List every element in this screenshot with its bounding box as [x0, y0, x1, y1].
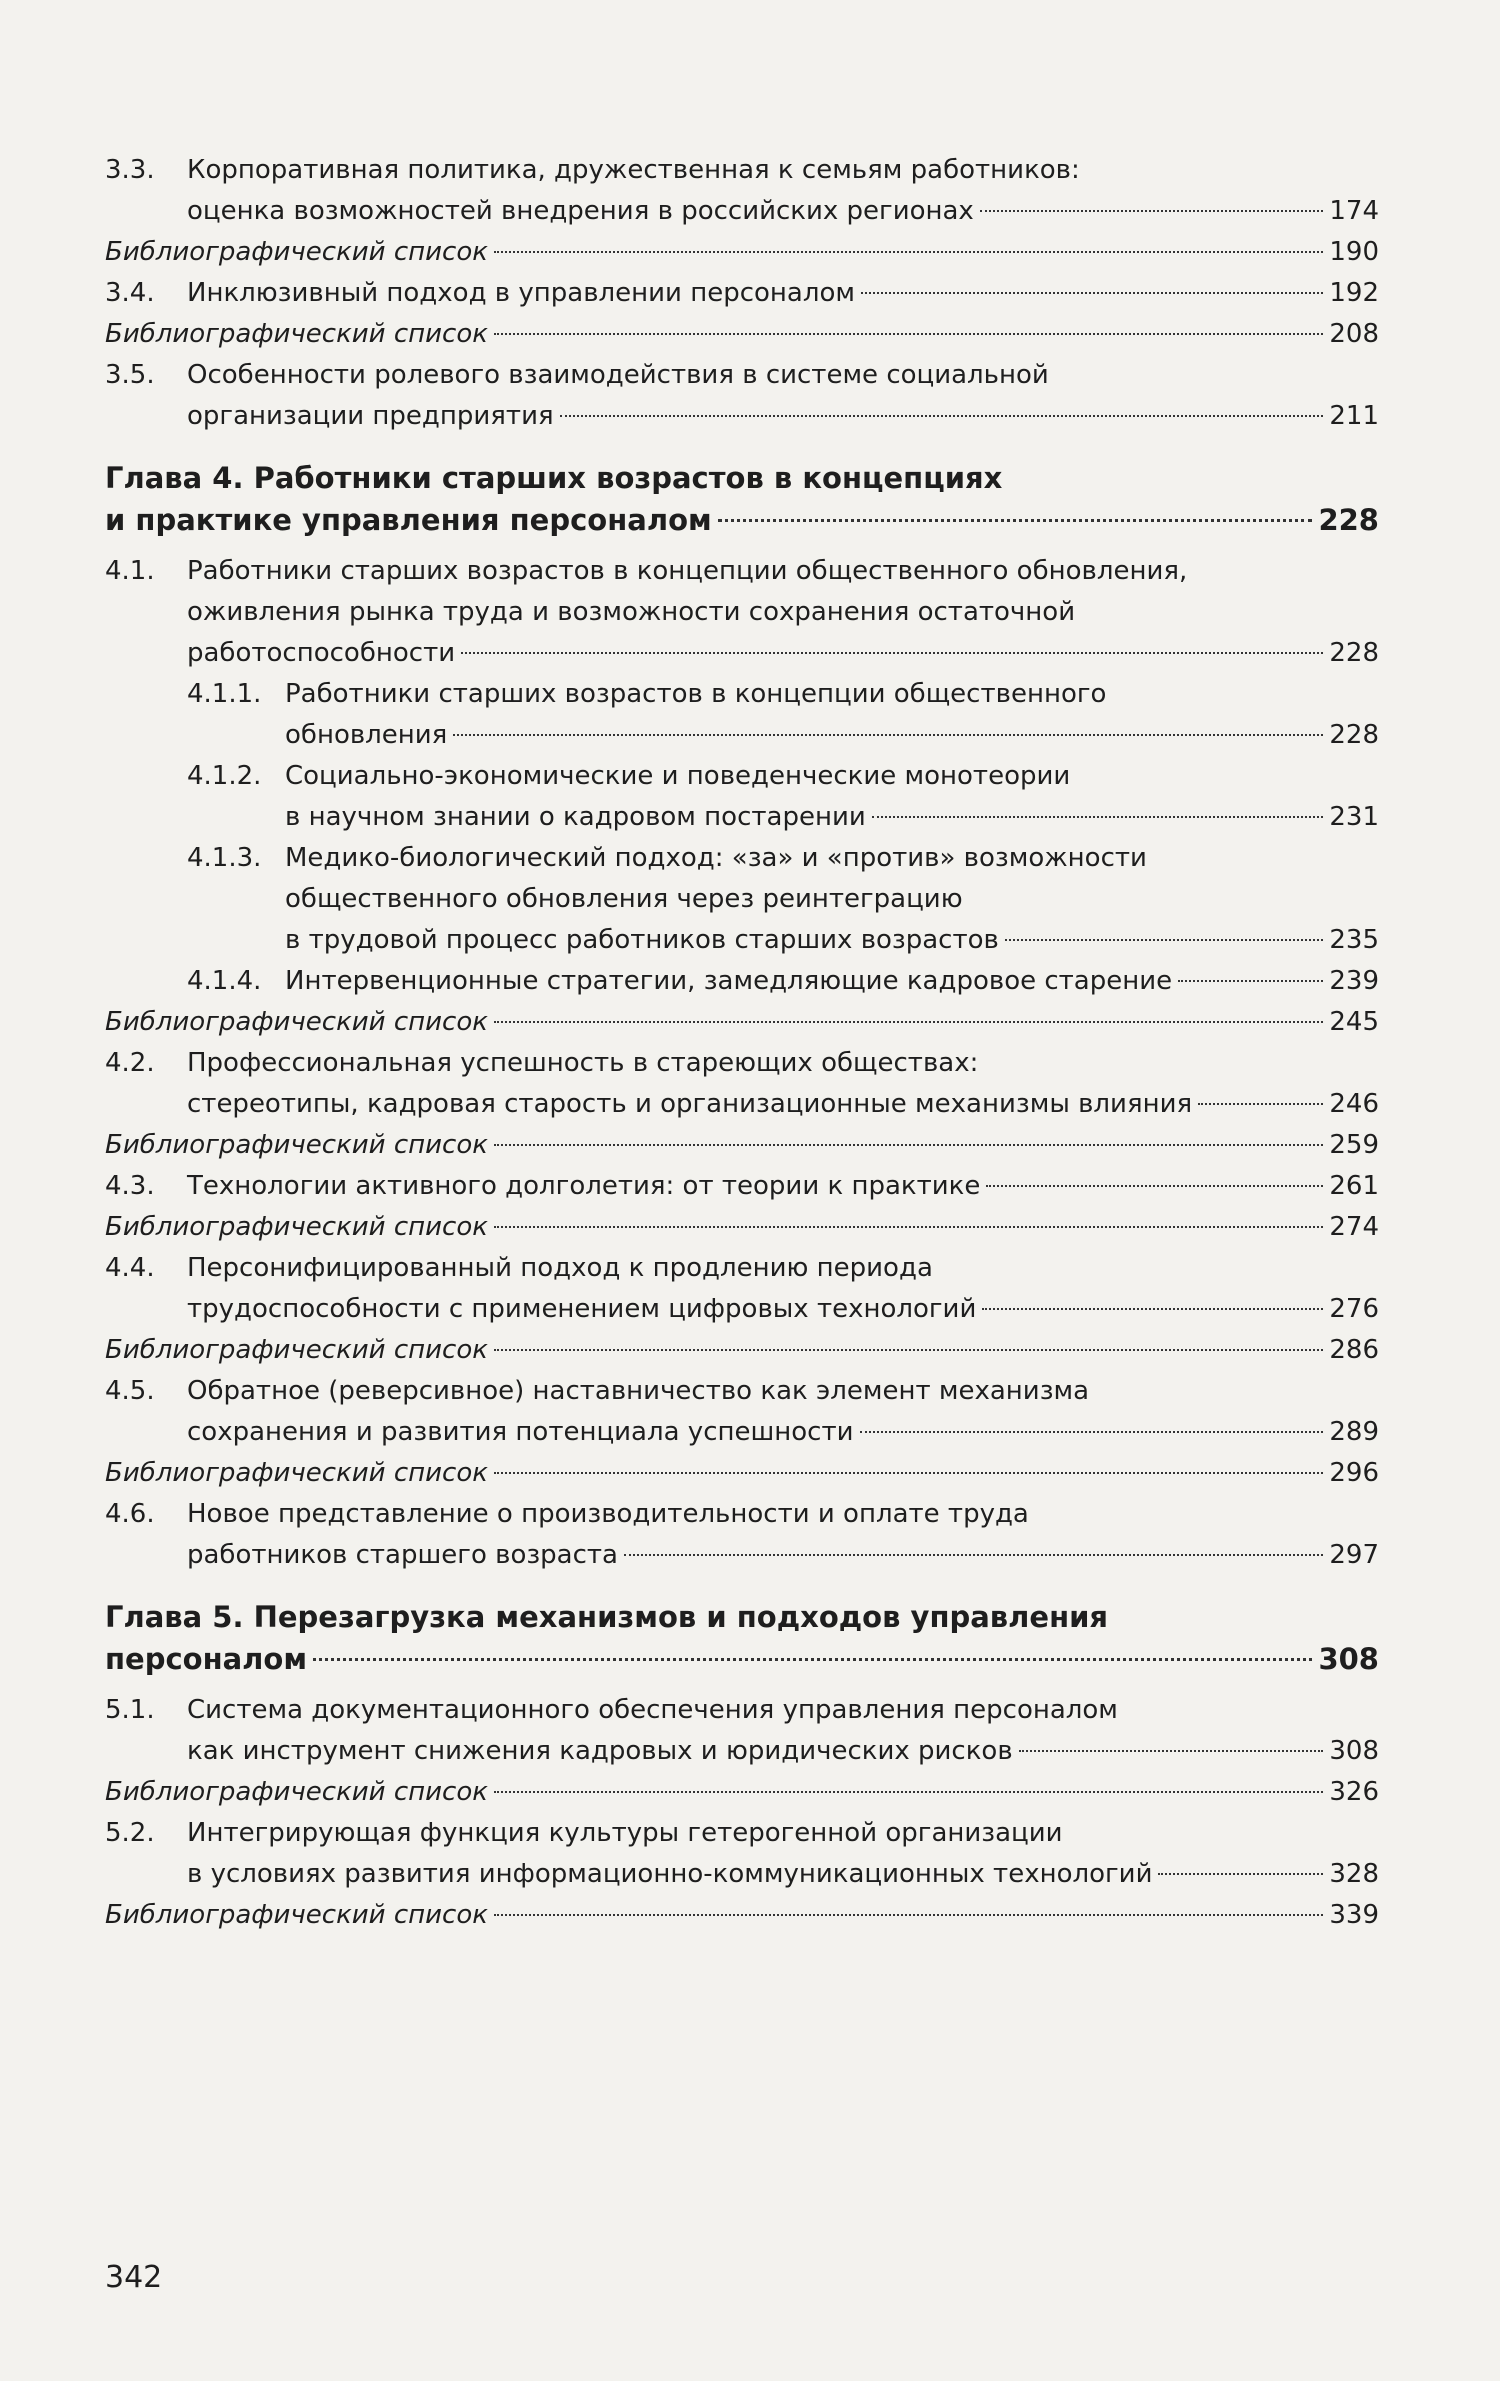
toc-page-number: 261 [1329, 1171, 1379, 1201]
toc-entry-title-line: Библиографический список [105, 1777, 488, 1807]
toc-entry [105, 355, 1379, 437]
toc-entry [105, 1371, 1379, 1453]
toc-entry-number: 4.1.3. [187, 843, 262, 873]
toc-entry-title-line: в условиях развития информационно-коммуникационных технологий [187, 1859, 1153, 1889]
dot-leader [980, 210, 1324, 212]
toc-entry-title-line: Интегрирующая функция культуры гетерогенной организации [187, 1818, 1063, 1848]
toc-bibliography [105, 314, 1379, 355]
toc-entry-title-line: Система документационного обеспечения управления персоналом [187, 1695, 1118, 1725]
toc-entry-title-line: организации предприятия [187, 401, 554, 431]
toc-page-number: 246 [1329, 1089, 1379, 1119]
toc-entry-title-line: работников старшего возраста [187, 1540, 618, 1570]
toc-bibliography [105, 1895, 1379, 1936]
toc-entry-title-line: и практике управления персоналом [105, 503, 712, 537]
toc-chapter [105, 457, 1379, 541]
toc-entry-title-line: Библиографический список [105, 1212, 488, 1242]
toc-entry-title-line: Библиографический список [105, 237, 488, 267]
dot-leader [1198, 1103, 1323, 1105]
toc-entry-title-line: обновления [285, 720, 448, 750]
toc-entry-title-line: Обратное (реверсивное) наставничество как элемент механизма [187, 1376, 1090, 1406]
toc-entry-title-line: Работники старших возрастов в концепции общественного [285, 679, 1107, 709]
toc-page-number: 328 [1329, 1859, 1379, 1889]
toc-page-number: 308 [1329, 1736, 1379, 1766]
dot-leader [986, 1185, 1323, 1187]
dot-leader [624, 1554, 1323, 1556]
toc-entry-title-line: Библиографический список [105, 1458, 488, 1488]
toc-page-number: 296 [1329, 1458, 1379, 1488]
table-of-contents [105, 150, 1379, 1936]
dot-leader [718, 519, 1313, 522]
dot-leader [461, 652, 1323, 654]
toc-entry-title-line: в трудовой процесс работников старших возрастов [285, 925, 999, 955]
toc-entry [105, 1494, 1379, 1576]
dot-leader [1019, 1750, 1324, 1752]
toc-page-number: 190 [1329, 237, 1379, 267]
toc-entry-title-line: оценка возможностей внедрения в российских регионах [187, 196, 974, 226]
toc-chapter [105, 1596, 1379, 1680]
toc-entry-number: 4.5. [105, 1376, 155, 1406]
toc-page-number: 326 [1329, 1777, 1379, 1807]
dot-leader [1005, 939, 1324, 941]
dot-leader [1158, 1873, 1323, 1875]
dot-leader [494, 1021, 1323, 1023]
toc-entry [105, 1690, 1379, 1772]
dot-leader [982, 1308, 1323, 1310]
toc-entry-title-line: трудоспособности с применением цифровых технологий [187, 1294, 977, 1324]
dot-leader [313, 1658, 1312, 1661]
toc-entry-title-line: общественного обновления через реинтеграцию [285, 884, 963, 914]
toc-entry-number: 4.2. [105, 1048, 155, 1078]
toc-entry-title-line: Интервенционные стратегии, замедляющие кадровое старение [285, 966, 1173, 996]
dot-leader [494, 1791, 1323, 1793]
toc-page-number: 276 [1329, 1294, 1379, 1324]
toc-page-number: 235 [1329, 925, 1379, 955]
toc-bibliography [105, 1125, 1379, 1166]
dot-leader [494, 333, 1323, 335]
toc-page-number: 274 [1329, 1212, 1379, 1242]
dot-leader [1178, 980, 1323, 982]
dot-leader [453, 734, 1323, 736]
toc-entry-number: 4.6. [105, 1499, 155, 1529]
toc-entry-number: 5.2. [105, 1818, 155, 1848]
toc-entry [105, 674, 1379, 756]
toc-entry-number: 5.1. [105, 1695, 155, 1725]
toc-entry-number: 3.3. [105, 155, 155, 185]
toc-entry [105, 273, 1379, 314]
dot-leader [494, 1914, 1323, 1916]
toc-page-number: 208 [1329, 319, 1379, 349]
toc-page-number: 297 [1329, 1540, 1379, 1570]
dot-leader [872, 816, 1324, 818]
toc-page-number: 289 [1329, 1417, 1379, 1447]
toc-page-number: 245 [1329, 1007, 1379, 1037]
dot-leader [494, 1472, 1323, 1474]
toc-page-number: 211 [1329, 401, 1379, 431]
toc-page-number: 228 [1329, 638, 1379, 668]
toc-bibliography [105, 1453, 1379, 1494]
toc-entry-number: 4.1.1. [187, 679, 262, 709]
toc-entry-title-line: Инклюзивный подход в управлении персоналом [187, 278, 855, 308]
toc-bibliography [105, 1772, 1379, 1813]
toc-entry-title-line: Новое представление о производительности и оплате труда [187, 1499, 1029, 1529]
toc-entry [105, 1166, 1379, 1207]
toc-entry-title-line: в научном знании о кадровом постарении [285, 802, 866, 832]
toc-entry-title-line: Глава 4. Работники старших возрастов в концепциях [105, 461, 1003, 495]
toc-entry-title-line: Медико-биологический подход: «за» и «против» возможности [285, 843, 1147, 873]
toc-entry-title-line: Персонифицированный подход к продлению периода [187, 1253, 933, 1283]
toc-page-number: 286 [1329, 1335, 1379, 1365]
toc-page-number: 174 [1329, 196, 1379, 226]
toc-entry-title-line: Социально-экономические и поведенческие монотеории [285, 761, 1071, 791]
toc-entry-number: 4.1.4. [187, 966, 262, 996]
toc-entry-title-line: как инструмент снижения кадровых и юридических рисков [187, 1736, 1013, 1766]
toc-bibliography [105, 1330, 1379, 1371]
toc-entry-title-line: стереотипы, кадровая старость и организационные механизмы влияния [187, 1089, 1193, 1119]
dot-leader [494, 1349, 1323, 1351]
toc-entry-number: 4.1.2. [187, 761, 262, 791]
toc-entry [105, 961, 1379, 1002]
toc-entry [105, 150, 1379, 232]
toc-bibliography [105, 232, 1379, 273]
toc-entry-title-line: работоспособности [187, 638, 456, 668]
toc-page-number: 231 [1329, 802, 1379, 832]
toc-entry [105, 1043, 1379, 1125]
toc-entry-title-line: персоналом [105, 1642, 308, 1676]
toc-entry-title-line: Работники старших возрастов в концепции общественного обновления, [187, 556, 1188, 586]
toc-entry-title-line: Особенности ролевого взаимодействия в системе социальной [187, 360, 1049, 390]
toc-entry-number: 3.5. [105, 360, 155, 390]
toc-entry-title-line: Библиографический список [105, 1335, 488, 1365]
toc-page-number: 228 [1318, 503, 1379, 537]
toc-page-number: 192 [1329, 278, 1379, 308]
toc-entry-number: 4.1. [105, 556, 155, 586]
toc-entry-title-line: Корпоративная политика, дружественная к семьям работников: [187, 155, 1080, 185]
toc-entry [105, 1248, 1379, 1330]
toc-bibliography [105, 1207, 1379, 1248]
dot-leader [861, 292, 1323, 294]
toc-entry-number: 3.4. [105, 278, 155, 308]
toc-entry-title-line: сохранения и развития потенциала успешности [187, 1417, 854, 1447]
toc-entry-title-line: Профессиональная успешность в стареющих обществах: [187, 1048, 979, 1078]
toc-page-number: 259 [1329, 1130, 1379, 1160]
toc-entry [105, 551, 1379, 674]
dot-leader [494, 1144, 1323, 1146]
toc-page-number: 308 [1318, 1642, 1379, 1676]
toc-entry [105, 756, 1379, 838]
dot-leader [494, 1226, 1323, 1228]
toc-entry-number: 4.3. [105, 1171, 155, 1201]
toc-entry [105, 1813, 1379, 1895]
toc-entry-title-line: Библиографический список [105, 1900, 488, 1930]
dot-leader [860, 1431, 1324, 1433]
dot-leader [560, 415, 1324, 417]
toc-entry-title-line: Библиографический список [105, 1130, 488, 1160]
toc-bibliography [105, 1002, 1379, 1043]
toc-entry-title-line: Глава 5. Перезагрузка механизмов и подходов управления [105, 1600, 1109, 1634]
toc-page-number: 339 [1329, 1900, 1379, 1930]
toc-entry-title-line: Технологии активного долголетия: от теории к практике [187, 1171, 981, 1201]
toc-entry-title-line: оживления рынка труда и возможности сохранения остаточной [187, 597, 1076, 627]
toc-entry [105, 838, 1379, 961]
toc-entry-title-line: Библиографический список [105, 1007, 488, 1037]
toc-page-number: 239 [1329, 966, 1379, 996]
page-number: 342 [105, 2260, 163, 2295]
toc-entry-number: 4.4. [105, 1253, 155, 1283]
dot-leader [494, 251, 1323, 253]
toc-page-number: 228 [1329, 720, 1379, 750]
toc-entry-title-line: Библиографический список [105, 319, 488, 349]
